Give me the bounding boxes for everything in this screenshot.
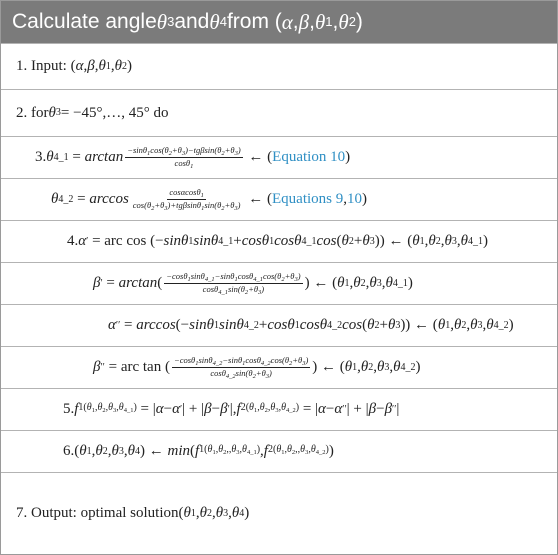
theta4-2-fraction: $\frac{\cos\alpha\cos\theta_1}{\cos(\theta_2+\theta_3)+tg\beta\sin\theta_1\sin(\theta_2+\theta_3)}$ (132, 187, 241, 212)
step-5-objective: 5. f $1(\theta_1,\theta_2,\theta_3,\theta_{4\_1})$ = | α − α ′ | + | β − β ′ |, f $2(\theta_1,\theta_2,\theta_3,\theta_{4\_2})$ = | α − α ′′ | + | β − β ′′ | (1, 388, 557, 430)
equation-10-link[interactable]: Equation 10 (272, 149, 346, 165)
beta-double-prime-fraction: $\frac{-\cos\theta_1\sin\theta_{4\_2}-\sin\theta_1\cos\theta_{4\_2}\cos(\theta_2+\theta_3)}{\cos\theta_{4\_2}\sin(\theta_2+\theta_3)}$ (173, 355, 309, 380)
step-6-minimization: 6. ( θ 1 , θ 2 , θ 3 , θ 4 ) ← min ( f $1(\theta_1,\theta_2,,\theta_3,\theta_{4\_1})$ , f $2(\theta_1,\theta_2,,\theta_3,\theta_{4\_2})$ ) (1, 430, 557, 472)
step-4-alpha-prime: 4. α ′ = arc cos (− sinθ 1 sinθ 4_1 + cosθ 1 cosθ 4_1 cos ( θ 2 + θ 3 )) ← ( θ 1 , θ 2 , θ 3 , θ 4_1 ) (1, 220, 557, 262)
beta-prime-fraction: $\frac{-\cos\theta_1\sin\theta_{4\_1}-\sin\theta_1\cos\theta_{4\_1}\cos(\theta_2+\theta_3)}{\cos\theta_{4\_1}\sin(\theta_2+\theta_3)}$ (166, 271, 301, 296)
step-2-loop: 2. for θ 3 = −45°,…, 45° do (1, 89, 557, 136)
step-4-alpha-double-prime: α ′′ = arccos (− sinθ 1 sinθ 4_2 + cosθ 1 cosθ 4_2 cos ( θ 2 + θ 3 )) ← ( θ 1 , θ 2 , θ 3 , θ 4_2 ) (1, 304, 557, 346)
theta4-1-fraction: $\frac{-\sin\theta_1\cos(\theta_2+\theta_3)-tg\beta\sin(\theta_2+\theta_3)}{\cos\theta_1}$ (127, 145, 241, 170)
algorithm-title: Calculate angle θ 3 and θ 4 from ( α , β , θ 1 , θ 2 ) (1, 1, 557, 43)
step-4-beta-prime: β ′ = arctan ( $\frac{-\cos\theta_1\sin\theta_{4\_1}-\sin\theta_1\cos\theta_{4\_1}\cos(\theta_2+\theta_3)}{\cos\theta_{4\_1}\sin(\theta_2+\theta_3)}$ ) ← ( θ 1 , θ 2 , θ 3 , θ 4_1 ) (1, 262, 557, 304)
equation-9-link[interactable]: Equations 9 (272, 191, 344, 207)
step-4-beta-double-prime: β ′′ = arc tan ( $\frac{-\cos\theta_1\sin\theta_{4\_2}-\sin\theta_1\cos\theta_{4\_2}\cos(\theta_2+\theta_3)}{\cos\theta_{4\_2}\sin(\theta_2+\theta_3)}$ ) ← ( θ 1 , θ 2 , θ 3 , θ 4_2 ) (1, 346, 557, 388)
step-1-input: 1. Input: ( α , β , θ 1 , θ 2 ) (1, 43, 557, 89)
step-7-output: 7. Output: optimal solution ( θ 1 , θ 2 , θ 3 , θ 4 ) (1, 472, 557, 554)
equation-10-link-2[interactable]: 10 (347, 191, 363, 207)
step-3-theta4-1: 3. θ 4_1 = arctan $\frac{-\sin\theta_1\cos(\theta_2+\theta_3)-tg\beta\sin(\theta_2+\theta_3)}{\cos\theta_1}$ ← ( Equation 10 ) (1, 136, 557, 178)
step-3-theta4-2: θ 4_2 = arccos $\frac{\cos\alpha\cos\theta_1}{\cos(\theta_2+\theta_3)+tg\beta\sin\theta_1\sin(\theta_2+\theta_3)}$ ← ( Equations 9 , 10 ) (1, 178, 557, 220)
